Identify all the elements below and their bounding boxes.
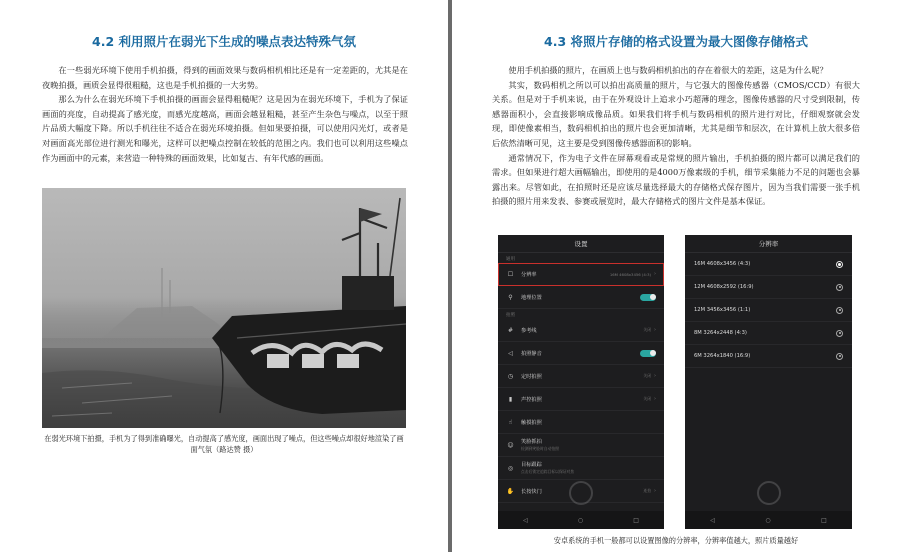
android-nav-bar xyxy=(685,511,852,529)
option-label: 12M 3456x3456 (1:1) xyxy=(694,307,751,313)
setting-voice[interactable] xyxy=(498,388,664,411)
android-nav-bar xyxy=(498,511,664,529)
setting-tracking[interactable] xyxy=(498,457,664,480)
recents-icon[interactable]: □ xyxy=(633,516,639,524)
boat-illustration xyxy=(42,188,406,428)
paragraph: 在一些弱光环境下使用手机拍摄，得到的画面效果与数码相机相比还是有一定差距的，尤其是在夜晚拍摄，画质会显得很粗糙，这也是手机拍摄的一大劣势。 xyxy=(42,65,408,90)
resolution-icon: ☐ xyxy=(507,270,514,278)
right-body-text xyxy=(492,63,860,209)
radio[interactable] xyxy=(836,353,843,360)
setting-value: 连拍 xyxy=(643,488,651,493)
setting-label-text: 目标跟踪 xyxy=(521,462,542,468)
setting-location[interactable] xyxy=(498,286,664,309)
back-icon[interactable]: ◁ xyxy=(710,516,715,524)
chevron-right-icon: › xyxy=(654,373,656,379)
chevron-right-icon: › xyxy=(654,396,656,402)
resolution-option[interactable] xyxy=(685,276,852,299)
setting-label: 参考线 xyxy=(521,327,537,334)
settings-title: 设置 xyxy=(498,235,664,253)
setting-mute[interactable] xyxy=(498,342,664,365)
radio[interactable] xyxy=(836,330,843,337)
setting-timer[interactable] xyxy=(498,365,664,388)
setting-label-text: 笑脸抓拍 xyxy=(521,439,542,445)
setting-label: 定时拍照 xyxy=(521,373,542,380)
setting-label xyxy=(521,461,656,475)
setting-grid[interactable] xyxy=(498,319,664,342)
back-icon[interactable]: ◁ xyxy=(523,516,528,524)
home-icon[interactable]: ○ xyxy=(765,516,771,524)
voice-icon: ▮ xyxy=(508,395,513,403)
setting-resolution[interactable] xyxy=(498,263,664,286)
setting-value: 关闭 xyxy=(643,327,651,332)
option-label: 16M 4608x3456 (4:3) xyxy=(694,261,751,267)
setting-label: 声控拍照 xyxy=(521,396,542,403)
shutter-button[interactable] xyxy=(757,481,781,505)
section-title-4-2: 4.2 利用照片在弱光下生成的噪点表达特殊气氛 xyxy=(92,34,356,49)
section-label-shooting: 拍照 xyxy=(506,313,515,318)
radio[interactable] xyxy=(836,284,843,291)
left-body-text xyxy=(42,63,408,165)
touch-icon: ☝ xyxy=(508,418,513,426)
setting-label xyxy=(521,438,656,452)
setting-label: 分辨率 xyxy=(521,271,537,278)
option-label: 12M 4608x2592 (16:9) xyxy=(694,284,754,290)
mute-toggle[interactable] xyxy=(640,350,656,357)
resolution-option[interactable] xyxy=(685,322,852,345)
radio[interactable] xyxy=(836,307,843,314)
radio-selected[interactable] xyxy=(836,261,843,268)
left-page xyxy=(0,0,448,552)
chevron-right-icon: › xyxy=(654,488,656,494)
right-page xyxy=(452,0,900,552)
paragraph: 那么为什么在弱光环境下手机拍摄的画面会显得粗糙呢？这是因为在弱光环境下，手机为了保证画面的亮度，自动提高了感光度，而感光度越高，画面会越显粗糙，甚至产生杂色与噪点，以至于照片品质大幅度下降。所以手机往往不适合在弱光环境拍摄。但如果要拍摄，可以使用闪光灯，或者是对画面高光部位进行测光和曝光，这样可以把噪点控制在较低的范围之内。我们也可以利用这些噪点作为画面中的元素，来营造一种特殊的画面效果，比如复古、有年代感的画面。 xyxy=(42,94,408,163)
smile-icon: ☺ xyxy=(507,441,514,449)
location-icon: ⚲ xyxy=(508,293,513,301)
paragraph: 通常情况下，作为电子文件在屏幕观看或是常规的照片输出，手机拍摄的照片都可以满足我们的需求。但如果进行超大画幅输出，即使用的是4000万像素级的手机，细节采集能力不足的问题也会暴露出来。尽管如此，在拍照时还是应该尽量选择最大的存储格式保存图片，因为当我们需要一张手机拍摄的照片用来发表、参赛或展览时，最大存储格式的图片文件是基本保证。 xyxy=(492,152,860,207)
shutter-button[interactable] xyxy=(569,481,593,505)
setting-sub: 检测到笑脸时自动拍照 xyxy=(521,446,559,451)
home-icon[interactable]: ○ xyxy=(577,516,584,524)
setting-label: 地理位置 xyxy=(521,294,542,301)
section-label-general: 通用 xyxy=(506,257,515,262)
photo-caption: 在弱光环境下拍摄，手机为了得到准确曝光，自动提高了感光度，画面出现了噪点，但这些噪点却很好地渲染了画面气氛（路达赞 摄） xyxy=(44,434,404,454)
resolution-title: 分辨率 xyxy=(685,235,852,253)
setting-value: 关闭 xyxy=(643,373,651,378)
grid-icon: # xyxy=(507,326,514,334)
speaker-icon: ◁ xyxy=(508,349,513,357)
paragraph: 使用手机拍摄的照片，在画质上也与数码相机拍出的存在着很大的差距，这是为什么呢？ xyxy=(508,65,828,75)
foggy-harbor-photo xyxy=(42,188,406,428)
resolution-option[interactable] xyxy=(685,253,852,276)
chevron-right-icon: › xyxy=(654,271,656,277)
screenshot-caption: 安卓系统的手机一般都可以设置图像的分辨率，分辨率值越大，照片质量越好 xyxy=(553,536,799,545)
timer-icon: ◷ xyxy=(507,372,514,380)
recents-icon[interactable]: □ xyxy=(821,516,827,524)
resolution-options-screenshot xyxy=(685,235,852,529)
resolution-option[interactable] xyxy=(685,299,852,322)
option-label: 8M 3264x2448 (4:3) xyxy=(694,330,747,336)
setting-value: 16M 4608x3456 (4:3) xyxy=(609,271,651,277)
setting-smile[interactable] xyxy=(498,434,664,457)
resolution-option[interactable] xyxy=(685,345,852,368)
setting-label: 触摸拍照 xyxy=(521,419,542,426)
setting-touch[interactable] xyxy=(498,411,664,434)
setting-sub: 点击后锁定追踪目标以保证对焦 xyxy=(521,469,575,474)
setting-label: 拍照静音 xyxy=(521,350,542,357)
option-label: 6M 3264x1840 (16:9) xyxy=(694,353,751,359)
hand-icon: ✋ xyxy=(506,487,515,495)
camera-settings-screenshot xyxy=(498,235,664,529)
section-title-4-3: 4.3 将照片存储的格式设置为最大图像存储格式 xyxy=(544,34,808,49)
target-icon: ◎ xyxy=(507,464,514,472)
chevron-right-icon: › xyxy=(654,327,656,333)
paragraph: 其实，数码相机之所以可以拍出高质量的照片，与它强大的图像传感器（CMOS/CCD）有很大关系。但是对于手机来说，由于在外观设计上追求小巧超薄的理念，图像传感器的尺寸受到限制，传感器面积小，会直接影响成像品质。如果我们将手机与数码相机的照片进行对比，仔细观察就会发现，即使像素相当，数码相机拍出的照片也会更加清晰，尤其是细节和层次，在计算机上放大很多倍后依然清晰可见，这主要是受到图像传感器面积的影响。 xyxy=(492,79,860,148)
setting-label: 长按快门 xyxy=(521,488,542,495)
setting-value: 关闭 xyxy=(643,396,651,401)
location-toggle[interactable] xyxy=(640,294,656,301)
